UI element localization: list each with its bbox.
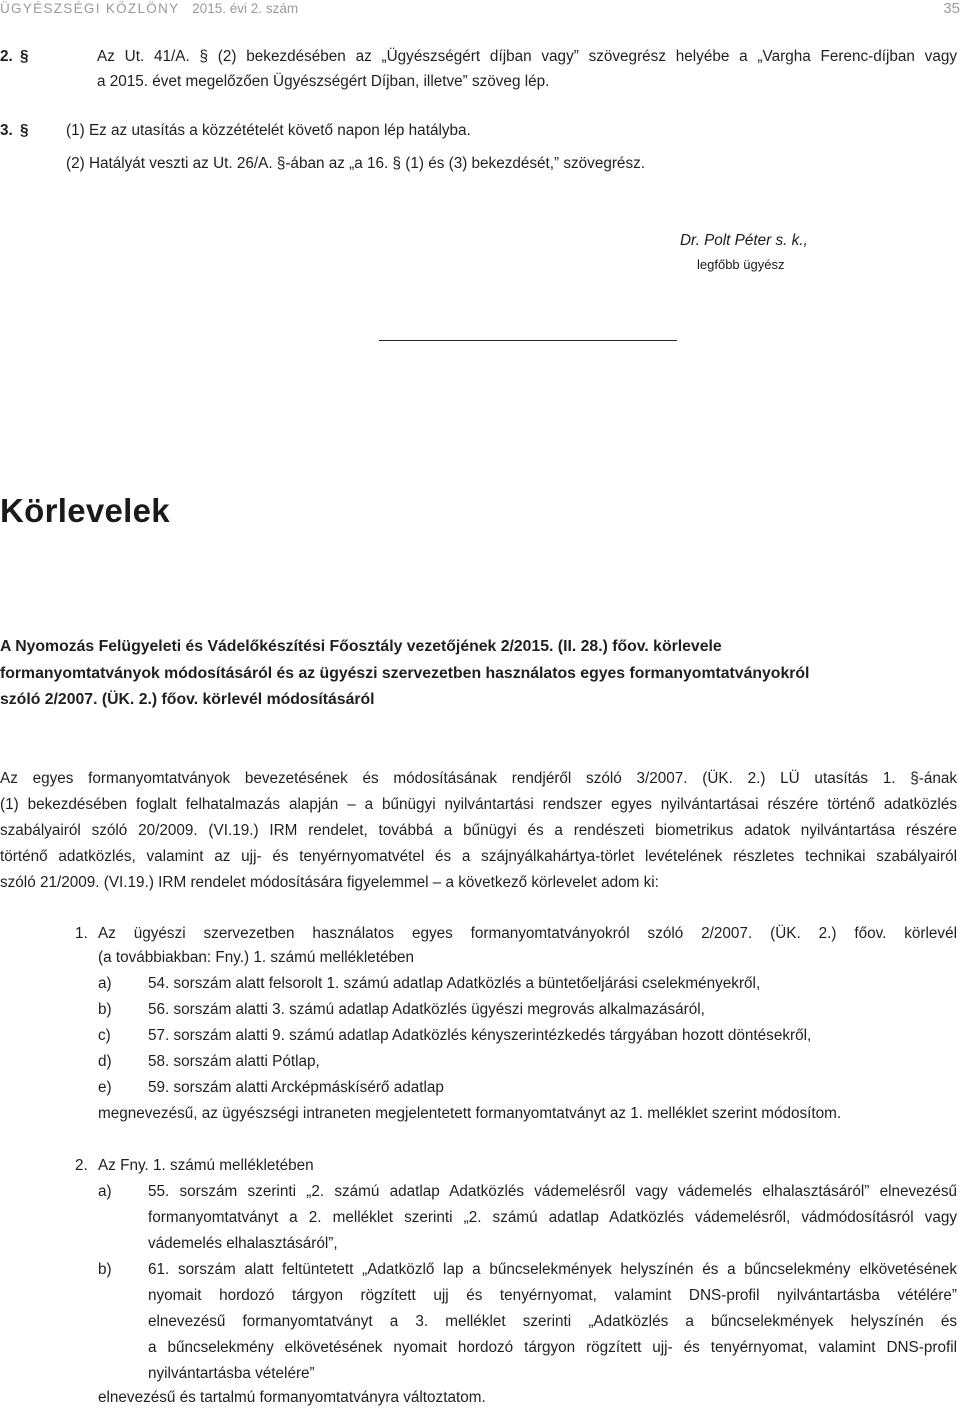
subitem-text: 58. sorszám alatti Pótlap, bbox=[148, 1053, 320, 1070]
section-3-line-2: (2) Hatályát veszti az Ut. 26/A. §-ában az „a 16. § (1) és (3) bekezdését,” szövegrész. bbox=[66, 155, 645, 172]
intro-line-1: Az egyes formanyomtatványok bevezetésének és módosításának rendjéről szóló 3/2007. (ÜK. 2.) LÜ utasítás 1. §-ának bbox=[0, 770, 957, 787]
item-2a-line-1: 55. sorszám szerinti „2. számú adatlap Adatközlés vádemelésről vagy vádemelés elhalasztásáról” elnevezésű bbox=[148, 1183, 957, 1200]
item-1-closing: megnevezésű, az ügyészségi intraneten megjelentetett formanyomtatványt az 1. melléklet szerint módosítom. bbox=[98, 1105, 842, 1122]
section-2-number: 2. bbox=[0, 48, 13, 65]
item-2-number: 2. bbox=[75, 1157, 88, 1174]
intro-line-4: történő adatközlés, valamint az ujj- és tenyérnyomatvétel és a szájnyálkahártya-törlet levételének részletes technikai szabályairól bbox=[0, 848, 957, 865]
subitem-text: 56. sorszám alatti 3. számú adatlap Adatközlés ügyészi megrovás alkalmazásáról, bbox=[148, 1001, 705, 1018]
subitem-text: 54. sorszám alatt felsorolt 1. számú adatlap Adatközlés a büntetőeljárási cselekményekről, bbox=[148, 975, 761, 992]
item-2b-line-3: elnevezésű formanyomtatványt a 3. melléklet szerinti „Adatközlés a bűncselekmények helyszínén és bbox=[148, 1313, 957, 1330]
item-2-closing: elnevezésű és tartalmú formanyomtatványra változtatom. bbox=[98, 1389, 486, 1406]
section-sign: § bbox=[20, 122, 29, 139]
section-3-number: 3. bbox=[0, 122, 13, 139]
section-sign: § bbox=[20, 48, 29, 65]
item-1-line-1: Az ügyészi szervezetben használatos egyes formanyomtatványokról szóló 2/2007. (ÜK. 2.) főov. körlevél bbox=[98, 925, 957, 942]
item-1-number: 1. bbox=[75, 925, 88, 942]
intro-line-5: szóló 21/2009. (VI.19.) IRM rendelet módosítására figyelemmel – a következő körlevelet adom ki: bbox=[0, 874, 659, 891]
subitem-letter: d) bbox=[98, 1053, 112, 1070]
subitem-letter: b) bbox=[98, 1001, 112, 1018]
subitem-letter: b) bbox=[98, 1261, 112, 1278]
circular-title-line-2: formanyomtatványok módosításáról és az ügyészi szervezetben használatos egyes formanyomtatványokról bbox=[0, 665, 810, 682]
subitem-text: 57. sorszám alatti 9. számú adatlap Adatközlés kényszerintézkedés tárgyában hozott döntésekről, bbox=[148, 1027, 812, 1044]
signatory-name: Dr. Polt Péter s. k., bbox=[680, 232, 808, 249]
section-3-line-1: (1) Ez az utasítás a közzétételét követő napon lép hatályba. bbox=[66, 122, 471, 139]
item-2b-line-5: nyilvántartásba vételére” bbox=[148, 1365, 315, 1382]
running-header bbox=[0, 1, 298, 16]
intro-line-3: szabályairól szóló 20/2009. (VI.19.) IRM rendelet, továbbá a bűnügyi és a rendészeti biometrikus adatok nyilvántartása részére bbox=[0, 822, 957, 839]
item-2b-line-1: 61. sorszám alatt feltüntetett „Adatközlő lap a bűncselekmények helyszínén és a bűncselekmény elkövetésének bbox=[148, 1261, 957, 1278]
item-1-line-2: (a továbbiakban: Fny.) 1. számú mellékletében bbox=[98, 949, 415, 966]
item-2b-line-2: nyomait hordozó tárgyon rögzített ujj és tenyérnyomat, valamint DNS-profil nyilvántartásba vétélére” bbox=[148, 1287, 957, 1304]
item-2-line-1: Az Fny. 1. számú mellékletében bbox=[98, 1157, 314, 1174]
circular-title-line-1: A Nyomozás Felügyeleti és Vádelőkészítési Főosztály vezetőjének 2/2015. (II. 28.) főov. körlevele bbox=[0, 638, 722, 655]
subitem-letter: a) bbox=[98, 975, 112, 992]
subitem-letter: c) bbox=[98, 1027, 111, 1044]
intro-line-2: (1) bekezdésében foglalt felhatalmazás alapján – a bűnügyi nyilvántartási rendszer egyes nyilvántartásai részére történő adatközlés bbox=[0, 796, 957, 813]
separator-rule bbox=[379, 340, 677, 341]
subitem-letter: e) bbox=[98, 1079, 112, 1096]
journal-name: ÜGYÉSZSÉGI KÖZLÖNY bbox=[0, 1, 180, 16]
circular-title-line-3: szóló 2/2007. (ÜK. 2.) főov. körlevél módosításáról bbox=[0, 691, 375, 708]
item-2a-line-2: formanyomtatványt a 2. melléklet szerinti „2. számú adatlap Adatközlés vádemelésről, vádmódosításról vagy bbox=[148, 1209, 957, 1226]
section-title: Körlevelek bbox=[0, 492, 170, 529]
subitem-letter: a) bbox=[98, 1183, 112, 1200]
section-2-line-2: a 2015. évet megelőzően Ügyészségért Díjban, illetve” szöveg lép. bbox=[97, 73, 550, 90]
subitem-text: 59. sorszám alatti Arcképmáskísérő adatlap bbox=[148, 1079, 444, 1096]
signatory-role: legfőbb ügyész bbox=[697, 257, 785, 272]
item-2a-line-3: vádemelés elhalasztásáról”, bbox=[148, 1235, 338, 1252]
issue-label: 2015. évi 2. szám bbox=[192, 1, 299, 16]
page-number: 35 bbox=[943, 0, 960, 17]
item-2b-line-4: a bűncselekmény elkövetésének nyomait hordozó tárgyon rögzített ujj- és tenyérnyomat, valamint DNS-profil bbox=[148, 1339, 957, 1356]
section-2-line-1: Az Ut. 41/A. § (2) bekezdésében az „Ügyészségért díjban vagy” szövegrész helyébe a „Vargha Ferenc-díjban vagy bbox=[97, 48, 957, 65]
